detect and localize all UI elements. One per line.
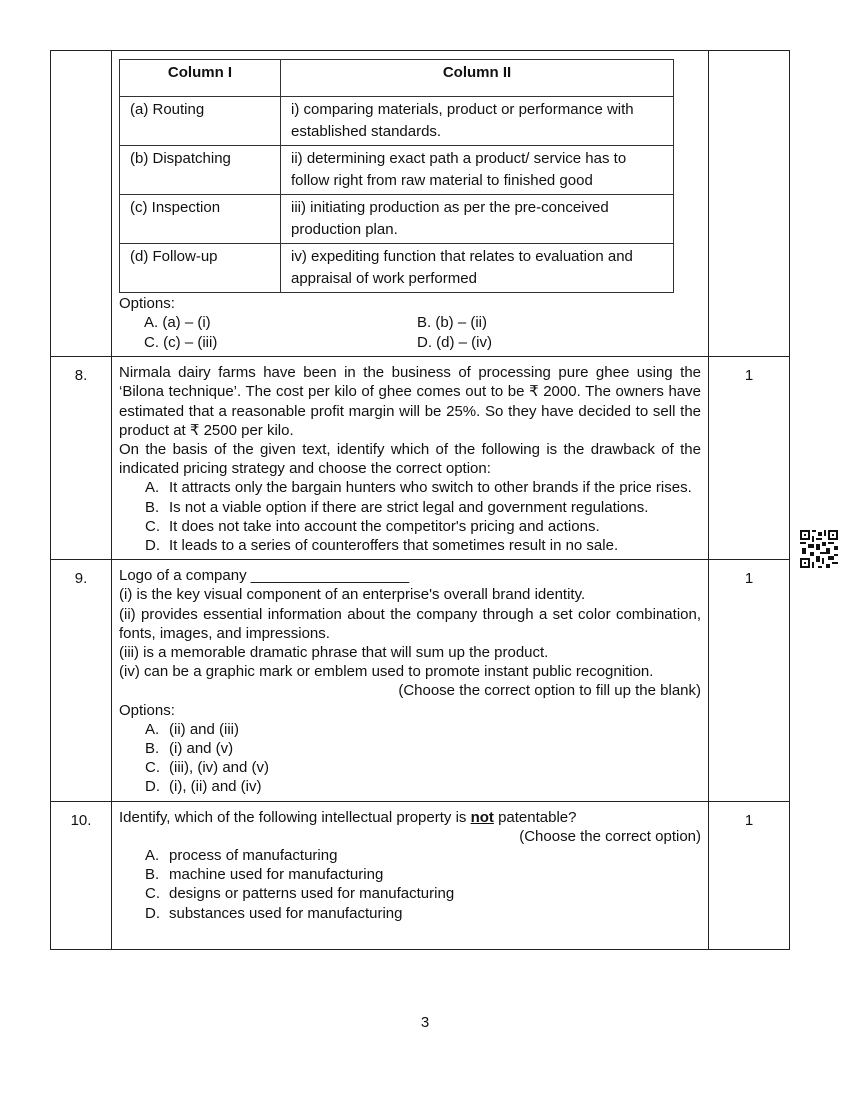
option-label: B.	[145, 740, 160, 758]
option-a: A. (a) – (i)	[144, 314, 211, 332]
match-header-row	[120, 60, 674, 97]
question-body-9	[112, 560, 709, 801]
option-text: process of manufacturing	[169, 847, 338, 865]
question-body-8	[112, 357, 709, 560]
option-label: A.	[145, 479, 160, 497]
qr-code-icon	[800, 530, 838, 568]
option-text: designs or patterns used for manufacturing	[169, 885, 455, 903]
question-row-8	[51, 357, 790, 560]
options-label: Options:	[119, 701, 175, 719]
match-row	[120, 146, 674, 195]
match-right-cell: iii) initiating production as per the pre-conceived production plan.	[281, 195, 674, 244]
option-item	[145, 758, 701, 777]
options-list	[119, 720, 701, 797]
instruction: (Choose the correct option to fill up the blank)	[398, 682, 701, 700]
match-left-cell: (c) Inspection	[120, 195, 281, 244]
option-item	[145, 498, 701, 517]
option-label: A.	[145, 720, 160, 738]
statement: (iii) is a memorable dramatic phrase that will sum up the product.	[119, 644, 549, 662]
marks: 1	[709, 801, 790, 949]
option-item	[145, 777, 701, 796]
match-row	[120, 244, 674, 293]
option-c: C. (c) – (iii)	[144, 333, 218, 351]
option-label: D.	[145, 537, 160, 555]
question-number: 9.	[51, 560, 112, 801]
option-item	[145, 517, 701, 536]
page-number: 3	[420, 1014, 430, 1031]
option-text: (i), (ii) and (iv)	[169, 778, 262, 796]
statement: (i) is the key visual component of an enterprise's overall brand identity.	[119, 586, 586, 604]
question-stem: Logo of a company ___________________	[119, 567, 410, 585]
marks: 1	[709, 357, 790, 560]
option-text: It leads to a series of counteroffers that sometimes result in no sale.	[169, 537, 619, 555]
match-right-cell: ii) determining exact path a product/ service has to follow right from raw material to finished good	[281, 146, 674, 195]
options-list	[119, 846, 701, 923]
statement: (ii) provides essential information about the company through a set color combination, fonts, images, and impressions.	[119, 605, 701, 642]
option-label: C.	[145, 759, 160, 777]
question-number-cell	[51, 51, 112, 357]
option-item	[145, 884, 701, 903]
column-1-header: Column I	[120, 60, 281, 97]
option-item	[145, 536, 701, 555]
question-row-10	[51, 801, 790, 949]
option-text: (i) and (v)	[169, 740, 234, 758]
option-text: It attracts only the bargain hunters who switch to other brands if the price rises.	[169, 479, 692, 497]
statement: (iv) can be a graphic mark or emblem used to promote instant public recognition.	[119, 663, 654, 681]
option-item	[145, 478, 701, 497]
match-row	[120, 195, 674, 244]
match-right-cell: i) comparing materials, product or performance with established standards.	[281, 97, 674, 146]
question-table	[50, 50, 790, 950]
question-body-10	[112, 801, 709, 949]
option-label: D.	[145, 778, 160, 796]
option-label: C.	[145, 517, 160, 535]
option-item	[145, 865, 701, 884]
column-2-header: Column II	[281, 60, 674, 97]
option-label: D.	[145, 904, 160, 922]
stem-text: Identify, which of the following intellectual property is	[119, 808, 471, 826]
instruction: (Choose the correct option)	[519, 827, 701, 845]
question-text: Nirmala dairy farms have been in the business of processing pure ghee using the ‘Bilona technique’. The cost per kilo of ghee comes out to be ₹ 2000. The owners have estimated that a reasonable profit margin will be 25%. So they have decided to sell the product at ₹ 2500 per kilo.	[119, 364, 701, 439]
option-text: substances used for manufacturing	[169, 904, 403, 922]
option-b: B. (b) – (ii)	[417, 314, 488, 332]
match-left-cell: (d) Follow-up	[120, 244, 281, 293]
question-body-7	[112, 51, 709, 357]
option-item	[145, 846, 701, 865]
option-text: machine used for manufacturing	[169, 866, 384, 884]
question-number: 10.	[51, 801, 112, 949]
stem-emphasis: not	[470, 808, 494, 826]
option-label: A.	[145, 847, 160, 865]
option-text: It does not take into account the competitor's pricing and actions.	[169, 517, 600, 535]
option-item	[145, 720, 701, 739]
match-row	[120, 97, 674, 146]
match-table	[119, 59, 674, 293]
question-row-9	[51, 560, 790, 801]
option-text: (iii), (iv) and (v)	[169, 759, 269, 777]
question-number: 8.	[51, 357, 112, 560]
question-stem	[119, 808, 701, 827]
options-grid	[119, 313, 701, 352]
match-left-cell: (a) Routing	[120, 97, 281, 146]
options-label: Options:	[119, 295, 175, 312]
match-right-cell: iv) expediting function that relates to evaluation and appraisal of work performed	[281, 244, 674, 293]
match-left-cell: (b) Dispatching	[120, 146, 281, 195]
option-item	[145, 739, 701, 758]
option-text: Is not a viable option if there are strict legal and government regulations.	[169, 498, 649, 516]
option-d: D. (d) – (iv)	[417, 333, 492, 351]
option-label: B.	[145, 866, 160, 884]
option-text: (ii) and (iii)	[169, 720, 240, 738]
option-label: C.	[145, 885, 160, 903]
marks-cell	[709, 51, 790, 357]
marks: 1	[709, 560, 790, 801]
question-prompt: On the basis of the given text, identify which of the following is the drawback of the indicated pricing strategy and choose the correct option:	[119, 441, 701, 478]
options-list	[119, 478, 701, 555]
option-item	[145, 904, 701, 923]
stem-text: patentable?	[493, 808, 577, 826]
question-row-7	[51, 51, 790, 357]
option-label: B.	[145, 498, 160, 516]
